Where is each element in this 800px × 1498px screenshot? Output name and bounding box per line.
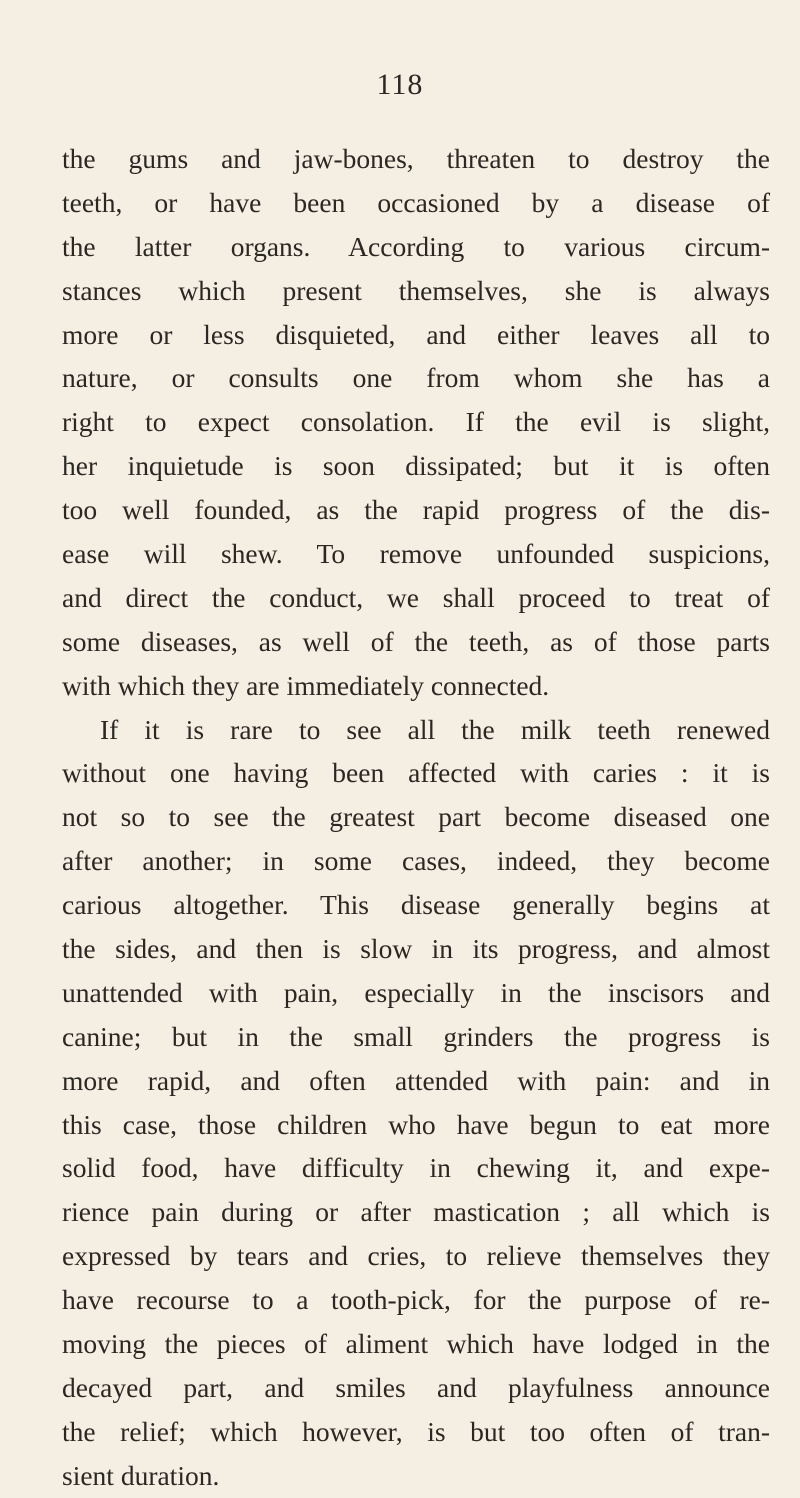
text-line: canine; but in the small grinders the progress is bbox=[62, 1020, 770, 1052]
text-line: stances which present themselves, she is always bbox=[62, 274, 770, 306]
text-line: the relief; which however, is but too often of tran- bbox=[62, 1415, 770, 1447]
text-line: right to expect consolation. If the evil is slight, bbox=[62, 406, 770, 438]
text-line: unattended with pain, especially in the inscisors and bbox=[62, 976, 770, 1008]
text-line: rience pain during or after mastication ; all which is bbox=[62, 1196, 770, 1228]
text-line: ease will shew. To remove unfounded suspicions, bbox=[62, 538, 770, 570]
body-text bbox=[62, 137, 770, 1498]
text-line: the gums and jaw-bones, threaten to destroy the bbox=[62, 143, 770, 174]
paragraph-start-line: If it is rare to see all the milk teeth renewed bbox=[100, 713, 770, 745]
text-line: moving the pieces of aliment which have lodged in the bbox=[62, 1328, 770, 1360]
text-line: after another; in some cases, indeed, they become bbox=[62, 845, 770, 877]
text-line: her inquietude is soon dissipated; but it is often bbox=[62, 450, 770, 482]
text-line: decayed part, and smiles and playfulness announce bbox=[62, 1371, 770, 1403]
text-line: too well founded, as the rapid progress of the dis- bbox=[62, 494, 770, 526]
page-number: 118 bbox=[376, 68, 424, 101]
text-line: some diseases, as well of the teeth, as of those parts bbox=[62, 625, 770, 657]
text-line: and direct the conduct, we shall proceed to treat of bbox=[62, 581, 770, 613]
text-line: more rapid, and often attended with pain: and in bbox=[62, 1064, 770, 1096]
text-line: expressed by tears and cries, to relieve themselves they bbox=[62, 1240, 770, 1272]
text-line: this case, those children who have begun to eat more bbox=[62, 1108, 770, 1140]
paragraph-end-line: sient duration. bbox=[62, 1459, 220, 1491]
text-line: without one having been affected with caries : it is bbox=[62, 757, 770, 789]
text-line: more or less disquieted, and either leaves all to bbox=[62, 318, 770, 350]
text-line: carious altogether. This disease generally begins at bbox=[62, 889, 770, 921]
paragraph-end-line: with which they are immediately connected. bbox=[62, 669, 550, 701]
text-line: nature, or consults one from whom she has a bbox=[62, 362, 770, 394]
text-line: the latter organs. According to various circum- bbox=[62, 230, 770, 262]
text-line: solid food, have difficulty in chewing it, and expe- bbox=[62, 1152, 770, 1184]
text-line: not so to see the greatest part become diseased one bbox=[62, 801, 770, 833]
text-line: the sides, and then is slow in its progress, and almost bbox=[62, 933, 770, 965]
text-line: have recourse to a tooth-pick, for the purpose of re- bbox=[62, 1284, 770, 1316]
text-line: teeth, or have been occasioned by a disease of bbox=[62, 186, 770, 218]
